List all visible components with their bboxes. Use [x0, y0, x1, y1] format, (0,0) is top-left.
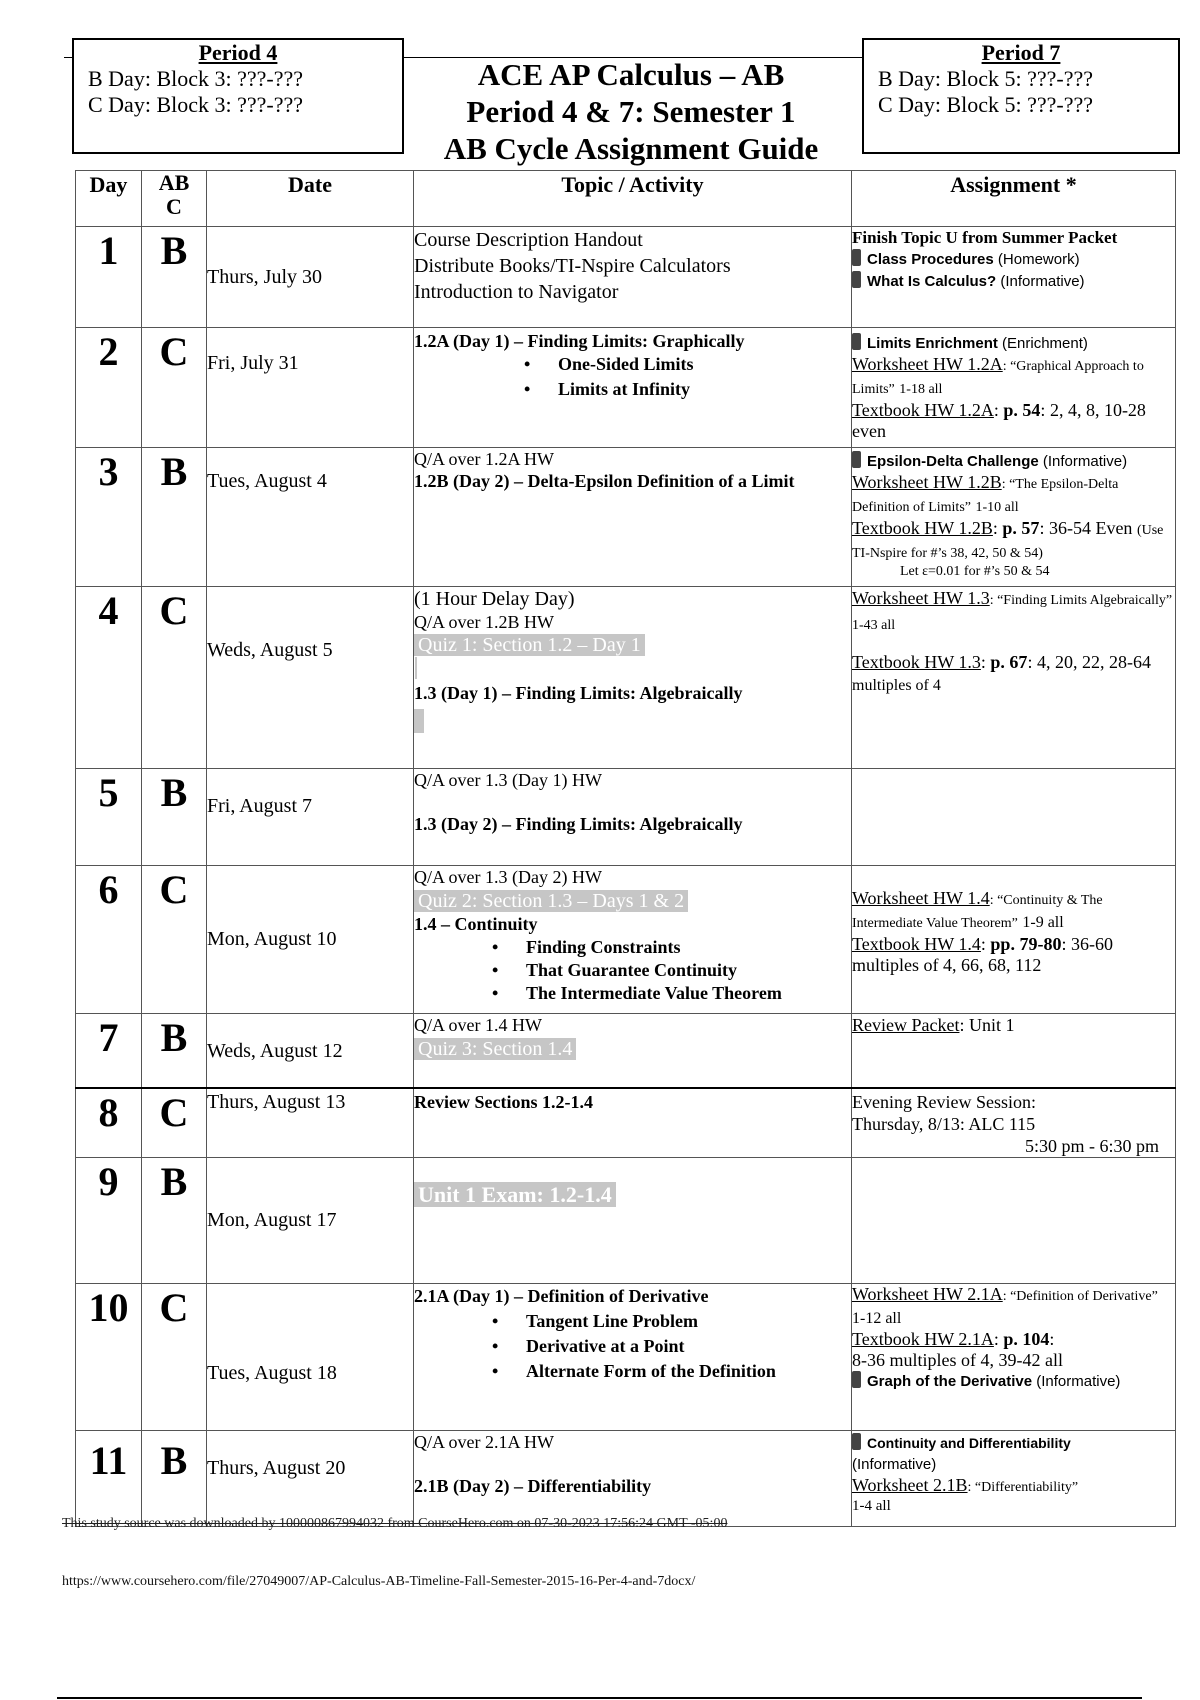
date-text: Thurs, August 13 [207, 1090, 346, 1113]
worksheet-link[interactable]: Worksheet HW 1.2B [852, 472, 1002, 492]
date-text: Fri, August 7 [207, 795, 313, 817]
day-number: 8 [76, 1088, 142, 1158]
day-number: 10 [76, 1284, 142, 1431]
assignment-line [852, 271, 1175, 293]
assignment-line [852, 587, 1175, 637]
assignment-line: Textbook HW 1.4: pp. 79-80: 36-60 multiples of 4, 66, 68, 112 [852, 934, 1113, 975]
assignment-type: (Informative) [1000, 273, 1085, 290]
topic-bullet: • Alternate Form of the Definition [526, 1359, 851, 1384]
link-epsilon-delta-challenge[interactable]: Epsilon-Delta Challenge [867, 453, 1039, 470]
textbook-range: 36-54 Even [1048, 518, 1133, 538]
ab-cycle: C [142, 328, 207, 448]
download-notice: This study source was downloaded by 100000867994032 from CourseHero.com on 07-30-2023 17:56:24 GMT -05:00 [62, 1516, 728, 1531]
period-7-b-day: B Day: Block 5: ???-??? [878, 66, 1094, 91]
textbook-page: pp. 79-80 [990, 934, 1062, 954]
ab-cycle: C [142, 866, 207, 1014]
period-4-box [72, 38, 404, 154]
ab-cycle: C [142, 587, 207, 769]
link-class-procedures[interactable]: Class Procedures [867, 251, 994, 268]
quiz-line [414, 889, 851, 913]
topic-line: 1.4 – Continuity [414, 914, 538, 934]
ab-cycle: C [142, 1088, 207, 1158]
textbook-page: p. 67 [990, 652, 1028, 672]
worksheet-range: 1-10 all [975, 500, 1019, 515]
date-cell [207, 587, 414, 769]
assignment-line: Evening Review Session: [852, 1091, 1036, 1112]
calculator-icon [852, 1433, 861, 1450]
topic-cell [414, 1284, 852, 1431]
day-number: 7 [76, 1014, 142, 1088]
table-row [76, 866, 1176, 1014]
assignment-cell [852, 1284, 1176, 1431]
day-number: 9 [76, 1158, 142, 1284]
worksheet-title: : “Definition of Derivative” [1002, 1289, 1158, 1304]
worksheet-link[interactable]: Worksheet HW 1.2A [852, 354, 1003, 374]
assignment-cell [852, 328, 1176, 448]
table-row [76, 448, 1176, 587]
worksheet-link[interactable]: Worksheet HW 2.1A [852, 1284, 1003, 1304]
day-number: 2 [76, 328, 142, 448]
topic-line: Q/A over 1.2A HW [414, 449, 554, 469]
worksheet-title: : “The Epsilon-Delta Definition of Limits” [852, 477, 1119, 515]
table-row [76, 1284, 1176, 1431]
day-number: 6 [76, 866, 142, 1014]
period-7-box [862, 38, 1180, 154]
textbook-link[interactable]: Textbook HW 2.1A [852, 1329, 994, 1349]
topic-bullet: • The Intermediate Value Theorem [526, 982, 851, 1005]
col-topic: Topic / Activity [414, 171, 852, 227]
assignment-cell [852, 587, 1176, 769]
assignment-cell [852, 1088, 1176, 1158]
topic-line: Introduction to Navigator [414, 281, 619, 303]
topic-line: 2.1A (Day 1) – Definition of Derivative [414, 1286, 709, 1306]
col-day: Day [76, 171, 142, 227]
textbook-page: p. 57 [1002, 518, 1040, 538]
worksheet-range: 1-12 all [852, 1310, 902, 1327]
period-7-c-day: C Day: Block 5: ???-??? [878, 92, 1094, 117]
assignment-line: Finish Topic U from Summer Packet [852, 228, 1118, 247]
topic-bullet: • Finding Constraints [526, 936, 851, 959]
textbook-link[interactable]: Textbook HW 1.3 [852, 652, 981, 672]
title-line-3: AB Cycle Assignment Guide [443, 131, 819, 166]
quiz-line [414, 633, 851, 657]
date-cell [207, 769, 414, 866]
textbook-page: p. 104 [1003, 1329, 1050, 1349]
ab-cycle: B [142, 1431, 207, 1527]
table-header-row [76, 171, 1176, 227]
assignment-line [852, 472, 1175, 518]
title-line-1: ACE AP Calculus – AB [477, 57, 785, 92]
assignment-cell [852, 227, 1176, 328]
date-cell [207, 1088, 414, 1158]
worksheet-range: 1-4 all [852, 1498, 891, 1514]
date-text: Tues, August 4 [207, 470, 327, 492]
col-date: Date [207, 171, 414, 227]
topic-cell [414, 1088, 852, 1158]
worksheet-range: 1-9 all [1022, 914, 1064, 931]
topic-line: (1 Hour Delay Day) [414, 588, 575, 610]
date-text: Weds, August 5 [207, 639, 333, 661]
assignment-cell [852, 769, 1176, 866]
link-what-is-calculus[interactable]: What Is Calculus? [867, 273, 997, 290]
date-cell [207, 328, 414, 448]
day-number: 5 [76, 769, 142, 866]
textbook-link[interactable]: Textbook HW 1.2B [852, 518, 993, 538]
link-continuity-differentiability[interactable]: Continuity and Differentiability [867, 1435, 1071, 1451]
assignment-cell [852, 866, 1176, 1014]
table-row [76, 1158, 1176, 1284]
topic-line: Q/A over 1.2B HW [414, 612, 554, 632]
topic-line: 1.2B (Day 2) – Delta-Epsilon Definition of a Limit [414, 471, 795, 491]
assignment-cell [852, 1158, 1176, 1284]
table-row [76, 1014, 1176, 1088]
source-url[interactable]: https://www.coursehero.com/file/27049007/AP-Calculus-AB-Timeline-Fall-Semester-2015-16-Per-4-and-7docx/ [62, 1574, 696, 1589]
day-number: 1 [76, 227, 142, 328]
period-4-b-day: B Day: Block 3: ???-??? [88, 66, 304, 91]
period-7-heading: Period 7 [981, 40, 1061, 65]
assignment-type: (Informative) [1036, 1373, 1121, 1390]
day-number: 11 [76, 1431, 142, 1527]
quiz-highlight: Quiz 3: Section 1.4 [414, 1038, 576, 1060]
ab-cycle: B [142, 448, 207, 587]
period-4-c-day: C Day: Block 3: ???-??? [88, 92, 304, 117]
textbook-range: 2, 4, 8, 10-28 even [852, 400, 1146, 441]
date-text: Weds, August 12 [207, 1040, 343, 1062]
day-number: 4 [76, 587, 142, 769]
assignment-line [852, 1014, 1175, 1036]
date-cell [207, 866, 414, 1014]
worksheet-range: 1-43 all [852, 618, 896, 633]
topic-bullet-continued: • That Guarantee Continuity [526, 959, 851, 982]
table-row [76, 328, 1176, 448]
quiz-line [414, 1036, 851, 1062]
assignment-line: Textbook HW 2.1A: p. 104: [852, 1329, 1055, 1349]
assignment-line [852, 249, 1175, 271]
assignment-line: Textbook HW 1.2A: p. 54: 2, 4, 8, 10-28 even [852, 400, 1146, 441]
topic-cell [414, 1431, 852, 1527]
assignment-line [852, 354, 1175, 400]
date-cell [207, 1158, 414, 1284]
table-row [76, 769, 1176, 866]
worksheet-link[interactable]: Worksheet HW 1.4 [852, 888, 990, 908]
exam-highlight: Unit 1 Exam: 1.2-1.4 [414, 1182, 616, 1207]
review-packet-unit: : Unit 1 [959, 1015, 1015, 1035]
assignment-cell [852, 448, 1176, 587]
textbook-range: multiples of 4 [852, 677, 941, 694]
worksheet-link[interactable]: Worksheet 2.1B [852, 1475, 968, 1495]
date-cell [207, 1014, 414, 1088]
topic-line: Q/A over 2.1A HW [414, 1432, 554, 1452]
textbook-note: Let ε=0.01 for #’s 50 & 54 [900, 564, 1050, 579]
table-row [76, 1431, 1176, 1527]
assignment-line [852, 1433, 1175, 1454]
topic-line: 1.3 (Day 1) – Finding Limits: Algebraically [414, 683, 743, 703]
day-number: 3 [76, 448, 142, 587]
page-title [400, 56, 862, 167]
textbook-range: 4, 20, 22, 28-64 [1036, 652, 1151, 672]
topic-line: 2.1B (Day 2) – Differentiability [414, 1476, 652, 1496]
assignment-line: 5:30 pm - 6:30 pm [1025, 1135, 1159, 1156]
topic-line: 1.2A (Day 1) – Finding Limits: Graphically [414, 331, 745, 351]
date-text: Mon, August 10 [207, 928, 337, 950]
topic-bullet: • One-Sided Limits [558, 352, 851, 377]
assignment-line: Textbook HW 1.2B: p. 57: 36-54 Even (Use TI-Nspire for #’s 38, 42, 50 & 54) [852, 518, 1164, 561]
date-text: Mon, August 17 [207, 1209, 337, 1231]
link-graph-of-derivative[interactable]: Graph of the Derivative [867, 1373, 1033, 1390]
table-row [76, 587, 1176, 769]
period-4-heading: Period 4 [198, 40, 278, 65]
assignment-type: (Informative) [852, 1456, 937, 1473]
worksheet-range: 1-18 all [899, 382, 943, 397]
table-row [76, 1088, 1176, 1158]
worksheet-title: : “Finding Limits Algebraically” [989, 593, 1173, 608]
highlight-mark [414, 708, 851, 733]
assignment-table [75, 170, 1176, 1527]
topic-cell [414, 1158, 852, 1284]
ab-cycle: B [142, 769, 207, 866]
ab-cycle: C [142, 1284, 207, 1431]
topic-line: Review Sections 1.2-1.4 [414, 1091, 593, 1112]
title-line-2: Period 4 & 7: Semester 1 [466, 94, 796, 129]
topic-cell [414, 448, 852, 587]
textbook-link[interactable]: Textbook HW 1.2A [852, 400, 994, 420]
calculator-icon [852, 1371, 861, 1388]
ab-cycle: B [142, 1014, 207, 1088]
date-cell [207, 448, 414, 587]
topic-line: Course Description Handout [414, 229, 643, 251]
quiz-highlight: Quiz 1: Section 1.2 – Day 1 [414, 634, 645, 656]
highlight-block [414, 709, 424, 733]
topic-bullet: • Tangent Line Problem [526, 1309, 851, 1334]
calculator-icon [852, 333, 861, 350]
quiz-highlight: Quiz 2: Section 1.3 – Days 1 & 2 [414, 890, 688, 912]
footer-rule [57, 1697, 1142, 1699]
worksheet-title: : “Differentiability” [967, 1480, 1079, 1495]
table-row [76, 227, 1176, 328]
assignment-type: (Enrichment) [1002, 335, 1088, 352]
assignment-line [852, 1284, 1175, 1329]
worksheet-link[interactable]: Worksheet HW 1.3 [852, 588, 990, 608]
topic-line: Q/A over 1.4 HW [414, 1015, 542, 1035]
textbook-page: p. 54 [1003, 400, 1041, 420]
date-text: Fri, July 31 [207, 352, 299, 374]
textbook-range: 36-60 multiples of 4, 66, 68, 112 [852, 934, 1113, 975]
assignment-line [852, 451, 1175, 472]
topic-cell [414, 587, 852, 769]
date-cell [207, 1284, 414, 1431]
assignment-type: (Homework) [997, 251, 1080, 268]
link-limits-enrichment[interactable]: Limits Enrichment [867, 335, 998, 352]
topic-line: Q/A over 1.3 (Day 1) HW [414, 770, 602, 790]
assignment-line: Textbook HW 1.3: p. 67: 4, 20, 22, 28-64 multiples of 4 [852, 652, 1151, 694]
topic-cell [414, 866, 852, 1014]
textbook-range: 8-36 multiples of 4, 39-42 all [852, 1350, 1063, 1370]
calculator-icon [852, 249, 861, 266]
assignment-line [852, 333, 1175, 354]
date-text: Thurs, July 30 [207, 265, 322, 288]
assignment-line [852, 888, 1175, 934]
worksheet-title: : “Continuity & The Intermediate Value Theorem” [852, 893, 1103, 931]
textbook-note: (Use TI-Nspire for #’s 38, 42, 50 & 54) [852, 523, 1164, 561]
topic-cell [414, 769, 852, 866]
date-text: Tues, August 18 [207, 1362, 337, 1384]
topic-line: Distribute Books/TI-Nspire Calculators [414, 255, 731, 277]
col-assignment: Assignment * [852, 171, 1176, 227]
ab-cycle: B [142, 1158, 207, 1284]
assignment-line [852, 1371, 1175, 1392]
review-packet-link[interactable]: Review Packet [852, 1015, 960, 1035]
calculator-icon [852, 451, 861, 468]
topic-line: 1.3 (Day 2) – Finding Limits: Algebraically [414, 814, 743, 834]
worksheet-title: : “Graphical Approach to Limits” [852, 359, 1144, 397]
col-abc: AB C [142, 171, 207, 227]
ab-cycle: B [142, 227, 207, 328]
highlight-mark [415, 657, 417, 679]
assignment-line: Thursday, 8/13: ALC 115 [852, 1113, 1036, 1134]
date-cell [207, 227, 414, 328]
assignment-cell [852, 1431, 1176, 1527]
date-cell [207, 1431, 414, 1527]
topic-line: Q/A over 1.3 (Day 2) HW [414, 867, 602, 887]
date-text: Thurs, August 20 [207, 1457, 346, 1479]
assignment-type: (Informative) [1042, 453, 1128, 470]
topic-cell [414, 328, 852, 448]
topic-cell [414, 1014, 852, 1088]
assignment-cell [852, 1014, 1176, 1088]
calculator-icon [852, 271, 861, 288]
assignment-line [852, 1475, 1175, 1498]
topic-bullet: • Derivative at a Point [526, 1334, 851, 1359]
textbook-link[interactable]: Textbook HW 1.4 [852, 934, 981, 954]
topic-cell [414, 227, 852, 328]
topic-bullet: • Limits at Infinity [558, 377, 851, 402]
